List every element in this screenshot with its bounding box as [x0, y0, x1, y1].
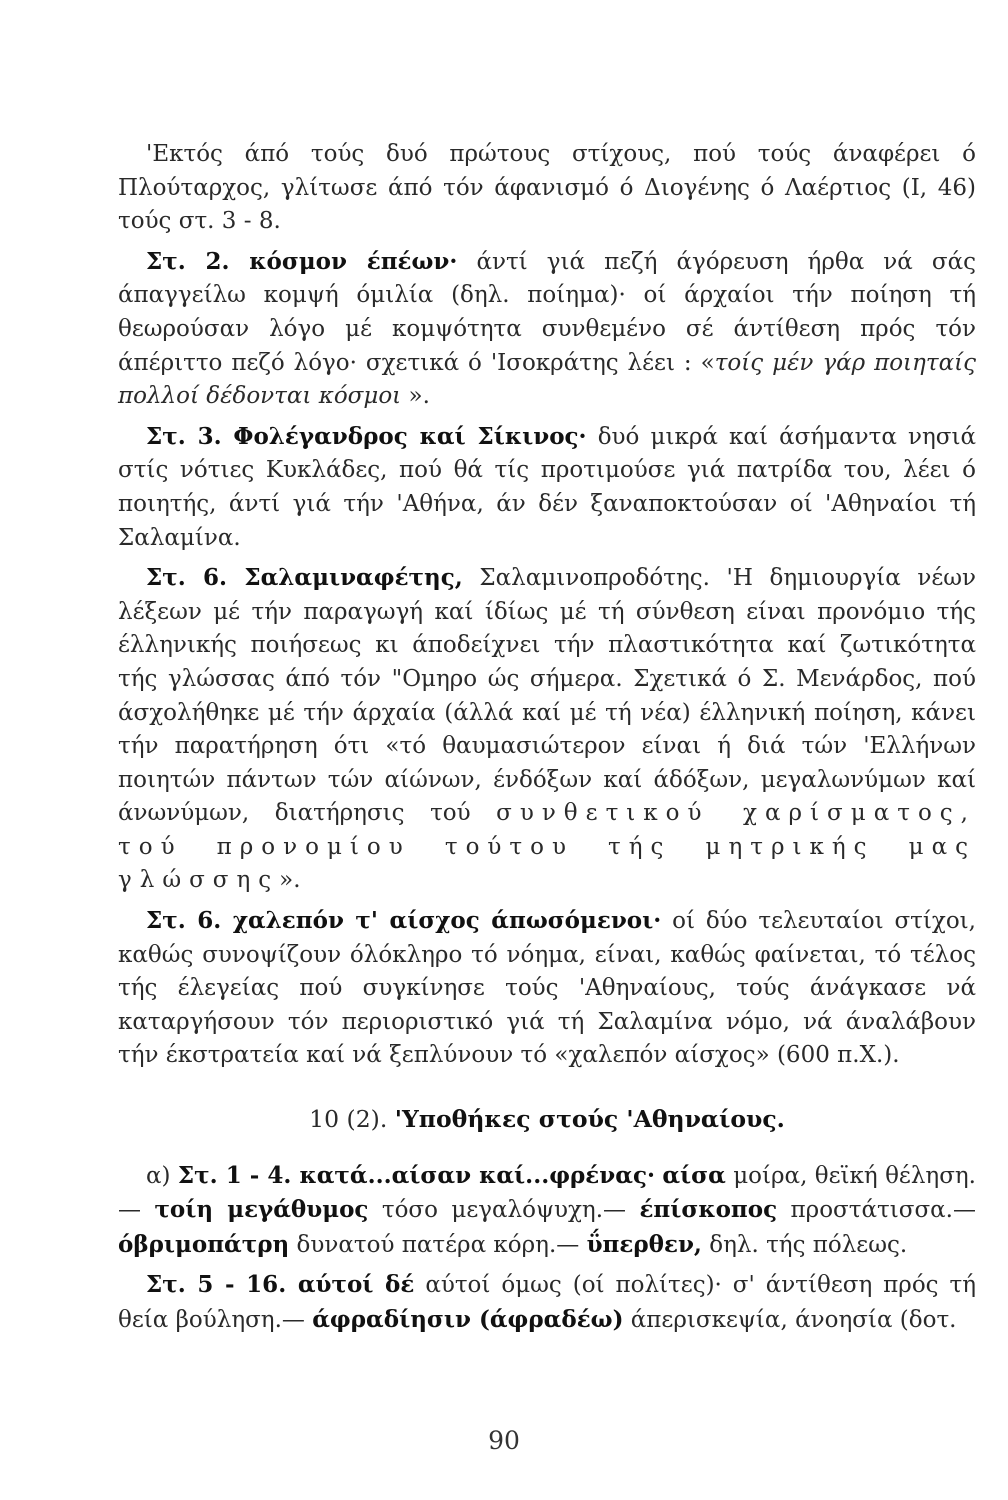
gloss: προστάτισσα.— [777, 1197, 976, 1224]
term: όβριμοπάτρη [118, 1230, 290, 1258]
note-label: Στ. 5 - 16. αύτοί δέ [146, 1271, 415, 1299]
note-text: δυό μικρά καί άσήμαντα νησιά στίς νότιες Κυκλάδες, πού θά τίς προτιμούσε γιά πατρίδα του, λέει ό ποιητής, άντί γιά τήν 'Αθήνα, άν δέν ξαναποκτούσαν οί 'Αθηναίοι τή Σαλαμίνα. [118, 423, 977, 551]
gloss: μοίρα, θεϊκή θέληση.— [118, 1162, 976, 1224]
note-text: οί δύο τελευταίοι στίχοι, καθώς συνοψίζουν όλόκληρο τό νόημα, είναι, καθώς φαίνεται, τό τέλος τής έλεγείας πού συγκίνησε τούς 'Αθηναίους, τούς άνάγκασε νά καταργήσουν τόν περιοριστικό γιά τή Σαλαμίνα νόμο, νά άναλάβουν τήν έκστρατεία καί νά ξεπλύνουν τό «χαλεπόν αίσχος» (600 π.Χ.). [118, 908, 976, 1069]
note-line-5-16 [118, 1268, 976, 1337]
spaced-quote: συνθετικού χαρίσματος, τού προνομίου τούτου τής μητρικής μας γλώσσης [118, 800, 976, 894]
greek-quote: τοίς μέν γάρ ποιηταίς πολλοί δέδονται κόσμοι [118, 349, 976, 410]
note-label: Στ. 6. χαλεπόν τ' αίσχος άπωσόμενοι· [146, 907, 662, 935]
note-label: Στ. 3. Φολέγανδρος καί Σίκινος· [146, 422, 587, 450]
gloss: αύτοί όμως (οί πολίτες)· σ' άντίθεση πρός τή θεία βούληση.— [118, 1272, 976, 1333]
note-prefix: α) [146, 1162, 178, 1189]
term: τοίη μεγάθυμος [154, 1196, 369, 1224]
note-line-6b [118, 904, 976, 1073]
note-label: Στ. 2. κόσμον έπέων· [146, 247, 458, 275]
note-line-6a [118, 561, 976, 898]
note-text: Σαλαμινοπροδότης. 'Η δημιουργία νέων λέξεων μέ τήν παραγωγή καί ίδίως μέ τή σύνθεση είναι προνόμιο τής έλληνικής ποιήσεως κι άποδείχνει τήν πλαστικότητα καί ζωτικότητα τής γλώσσας άπό τόν "Ομηρο ώς σήμερα. Σχετικά ό Σ. Μενάρδος, πού άσχολήθηκε μέ τήν άρχαία (άλλά καί μέ τή νέα) έλληνική ποίηση, κάνει τήν παρατήρηση ότι «τό θαυμασιώτερον είναι ή διά τών 'Ελλήνων ποιητών πάντων τών αίώνων, ένδόξων καί άδόξων, μεγαλωνύμων καί άνωνύμων, διατήρησις τού [118, 565, 976, 827]
section-number: 10 (2). [309, 1105, 388, 1134]
note-label: Στ. 6. Σαλαμιναφέτης, [146, 564, 463, 592]
gloss: άπερισκεψία, άνοησία (δοτ. [623, 1307, 957, 1333]
gloss: δηλ. τής πόλεως. [701, 1231, 908, 1258]
intro-paragraph: 'Εκτός άπό τούς δυό πρώτους στίχους, πού τούς άναφέρει ό Πλούταρχος, γλίτωσε άπό τόν άφανισμό ό Διογένης ό Λαέρτιος (I, 46) τούς στ. 3 - 8. [118, 141, 976, 235]
section-heading [118, 1103, 976, 1137]
quote-end: ». [279, 867, 301, 894]
section-title: 'Υποθήκες στούς 'Αθηναίους. [394, 1105, 785, 1134]
term: έπίσκοπος [639, 1196, 778, 1224]
note-line-1-4 [118, 1159, 976, 1263]
gloss: δυνατού πατέρα κόρη.— [289, 1231, 587, 1258]
gloss: τόσο μεγαλόψυχη.— [368, 1197, 640, 1224]
note-text-end: ». [401, 383, 430, 410]
note-line-3 [118, 420, 976, 555]
term: άφραδίησιν (άφραδέω) [312, 1306, 624, 1333]
page-body [118, 138, 976, 1338]
note-line-2 [118, 245, 976, 414]
term: ΰπερθεν, [586, 1230, 702, 1258]
page-number: 90 [488, 1426, 520, 1455]
note-label: Στ. 1 - 4. κατά...αίσαν καί...φρένας· [177, 1161, 655, 1189]
note-text: άντί γιά πεζή άγόρευση ήρθα νά σάς άπαγγείλω κομψή όμιλία (δηλ. ποίημα)· οί άρχαίοι τήν ποίηση τή θεωρούσαν λόγο μέ κομψότητα συνθεμένο σέ άντίθεση πρός τόν άπέριττο πεζό λόγο· σχετικά ό 'Ισοκράτης λέει : « [118, 248, 976, 376]
term: αίσα [662, 1161, 726, 1189]
